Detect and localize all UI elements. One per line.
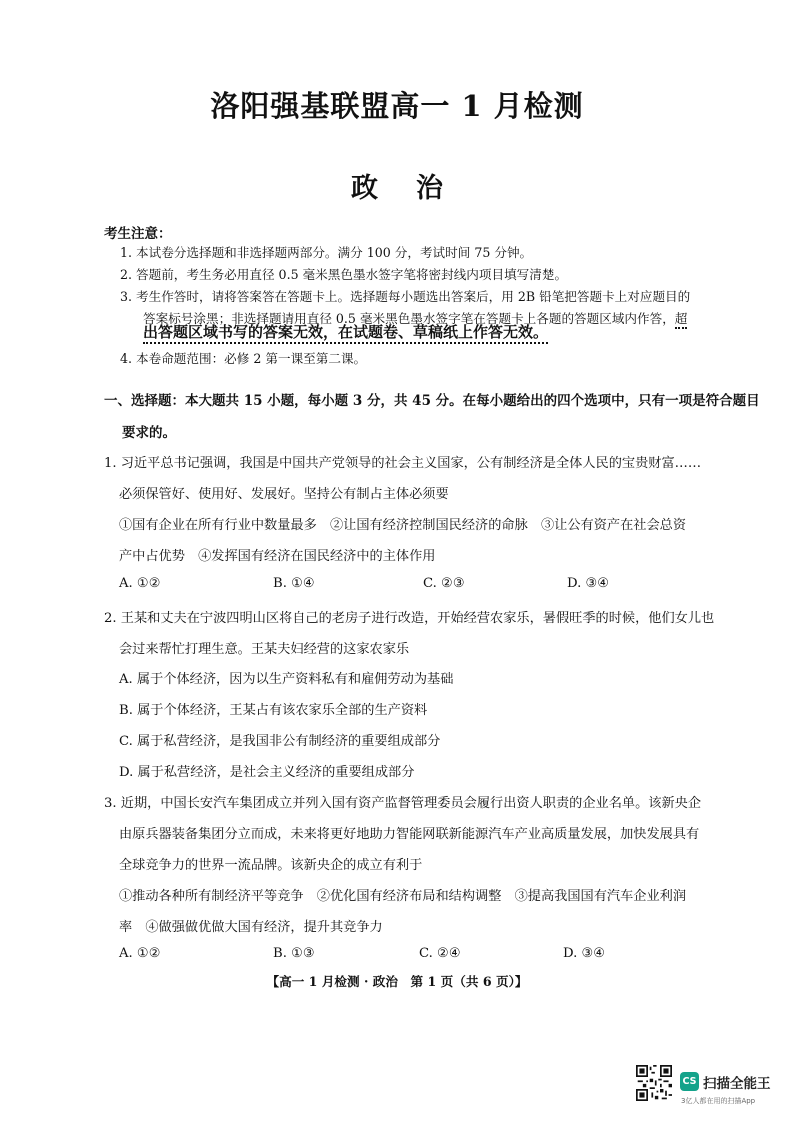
q3-stem-cont-2: 全球竞争力的世界一流品牌。该新央企的成立有利于 [119, 858, 423, 873]
qr-code-icon [636, 1065, 672, 1101]
section-heading-cont: 要求的。 [122, 425, 176, 441]
q1-stem-cont: 必须保管好、使用好、发展好。坚持公有制占主体必须要 [119, 487, 449, 502]
scanner-logo-icon: CS [680, 1072, 699, 1091]
note-3-emphasis [143, 321, 548, 342]
q3-choice-b: B. ①③ [273, 946, 315, 961]
q1-choice-c: C. ②③ [423, 576, 465, 591]
subject-title: 政治 [351, 173, 481, 204]
scanner-tagline: 3亿人都在用的扫描App [681, 1097, 756, 1105]
q2-choice-d: D. 属于私营经济，是社会主义经济的重要组成部分 [119, 765, 415, 780]
q1-stem: 1. 习近平总书记强调，我国是中国共产党领导的社会主义国家，公有制经济是全体人民的宝贵财富…… [104, 456, 702, 471]
exam-title: 洛阳强基联盟高一 1 月检测 [210, 89, 584, 123]
q2-stem: 2. 王某和丈夫在宁波四明山区将自己的老房子进行改造，开始经营农家乐，暑假旺季的时候，他们女儿也 [104, 611, 715, 626]
q2-stem-cont: 会过来帮忙打理生意。王某夫妇经营的这家农家乐 [119, 642, 410, 657]
scanner-app-name: 扫描全能王 [703, 1076, 771, 1092]
q1-options: ①国有企业在所有行业中数量最多 ②让国有经济控制国民经济的命脉 ③让公有资产在社会总资 [119, 518, 687, 533]
q3-choice-a: A. ①② [119, 946, 161, 961]
q1-choice-b: B. ①④ [273, 576, 315, 591]
q3-choice-c: C. ②④ [419, 946, 461, 961]
q1-options-cont: 产中占优势 ④发挥国有经济在国民经济中的主体作用 [119, 549, 436, 564]
note-4: 4. 本卷命题范围：必修 2 第一课至第二课。 [120, 351, 367, 366]
q3-options: ①推动各种所有制经济平等竞争 ②优化国有经济布局和结构调整 ③提高我国国有汽车企业利润 [119, 889, 687, 904]
section-heading: 一、选择题：本大题共 15 小题，每小题 3 分，共 45 分。在每小题给出的四个选项中，只有一项是符合题目 [104, 393, 760, 409]
q2-choice-a: A. 属于个体经济，因为以生产资料私有和雇佣劳动为基础 [119, 672, 454, 687]
q3-choice-d: D. ③④ [563, 946, 606, 961]
q3-stem-cont-1: 由原兵器装备集团分立而成，未来将更好地助力智能网联新能源汽车产业高质量发展，加快发展具有 [119, 827, 700, 842]
q3-options-cont: 率 ④做强做优做大国有经济，提升其竞争力 [119, 920, 383, 935]
note-3-emphasis-text: 出答题区域书写的答案无效，在试题卷、草稿纸上作答无效。 [143, 323, 548, 344]
page-footer: 【高一 1 月检测 · 政治 第 1 页（共 6 页）】 [266, 974, 528, 989]
note-3-emphasis-start: 超 [675, 311, 688, 329]
q3-stem: 3. 近期，中国长安汽车集团成立并列入国有资产监督管理委员会履行出资人职责的企业名单。该新央企 [104, 796, 702, 811]
q1-choice-d: D. ③④ [567, 576, 610, 591]
note-3-cont-text: 答案标号涂黑；非选择题请用直径 0.5 毫米黑色墨水签字笔在答题卡上各题的答题区域内作答， [143, 311, 675, 326]
q2-choice-c: C. 属于私营经济，是我国非公有制经济的重要组成部分 [119, 734, 441, 749]
notes-heading: 考生注意： [104, 226, 172, 242]
note-3: 3. 考生作答时，请将答案答在答题卡上。选择题每小题选出答案后，用 2B 铅笔把答题卡上对应题目的 [120, 289, 691, 304]
q2-choice-b: B. 属于个体经济，王某占有该农家乐全部的生产资料 [119, 703, 428, 718]
note-2: 2. 答题前，考生务必用直径 0.5 毫米黑色墨水签字笔将密封线内项目填写清楚。 [120, 267, 568, 282]
note-1: 1. 本试卷分选择题和非选择题两部分。满分 100 分，考试时间 75 分钟。 [120, 245, 533, 260]
q1-choice-a: A. ①② [119, 576, 161, 591]
